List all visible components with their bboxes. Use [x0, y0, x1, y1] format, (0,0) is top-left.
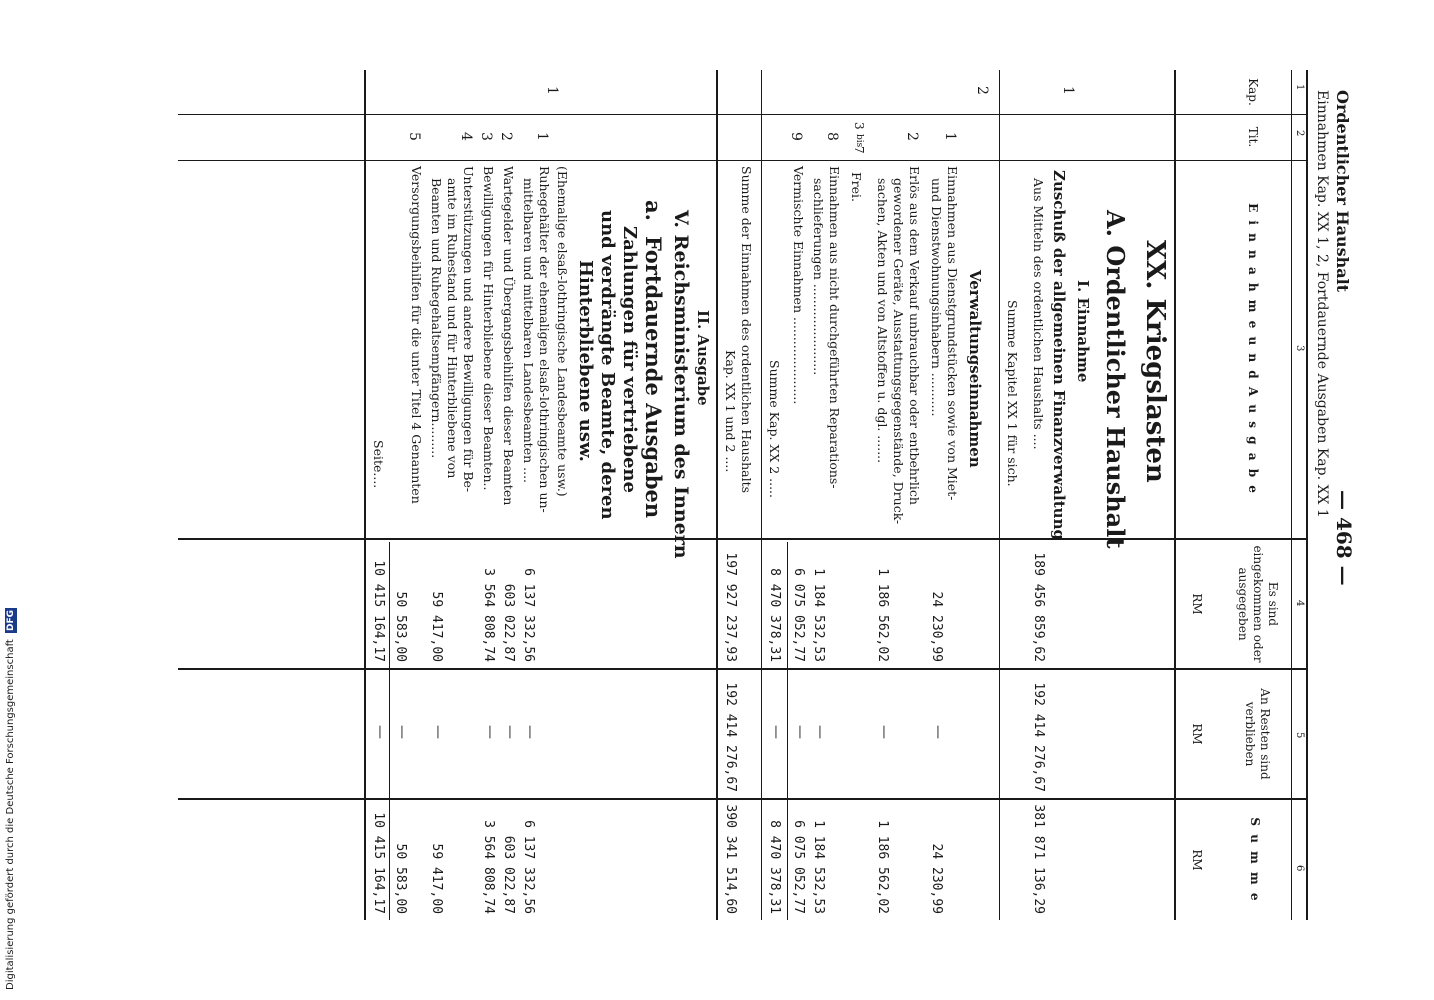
col4-header: Es sind eingekommen oder ausgegeben [1236, 545, 1280, 663]
a4-line1: Unterstützungen und andere Bewilligungen für Be- [461, 166, 476, 493]
einnahme-heading: I. Einnahme [1074, 280, 1092, 383]
fortdauernd-line4: Hinterbliebene usw. [575, 260, 596, 462]
col5-header: An Resten sind verblieben [1243, 688, 1272, 780]
col-number-3: 3 [1294, 345, 1305, 352]
col6-unit: RM [1190, 849, 1204, 871]
rule-einnahme-end [716, 70, 718, 920]
zuschuss-title: Zuschuß der allgemeinen Finanzverwaltung [1050, 170, 1068, 540]
summe-kap2-c4: 8 470 378,31 [767, 568, 782, 662]
col-number-5: 5 [1294, 732, 1305, 739]
fortdauernd-title: Fortdauernde Ausgaben [641, 236, 666, 519]
chapter-title: XX. Kriegslasten [1140, 240, 1170, 483]
rule-kap2-end [761, 70, 762, 920]
fortdauernd-line3: und verdrängte Beamte, deren [597, 210, 618, 520]
col-einnahme-header: E i n n a h m e u n d A u s g a b e [1246, 203, 1260, 495]
digitization-text: Digitalisierung gefördert durch die Deutsche Forschungsgemeinschaft [5, 639, 16, 990]
zuschuss-c5: 192 414 276,67 [1031, 682, 1046, 792]
digitization-note [5, 608, 17, 990]
r3-text: Frei. [849, 172, 864, 203]
tit-9: 9 [788, 132, 804, 141]
r1-c5: — [930, 725, 946, 739]
r8-c6: 1 184 532,53 [811, 820, 826, 914]
a2-c6: 603 022,87 [501, 835, 516, 914]
tit-3: 3 [852, 122, 866, 130]
a4-c4: 59 417,00 [429, 591, 444, 662]
fortdauernd-line2: Zahlungen für vertriebene [619, 226, 640, 493]
r9-c4: 6 075 052,77 [791, 568, 806, 662]
seite-label: Seite.... [371, 440, 386, 489]
a4-line2: amte im Ruhestand und für Hinterbliebene von [445, 178, 460, 479]
a3-c4: 3 564 808,74 [481, 568, 496, 662]
a5-c6: 50 583,00 [393, 843, 408, 914]
a4-tit: 4 [458, 132, 474, 141]
a1-c6: 6 137 332,56 [521, 820, 536, 914]
a2-line1: Wartegelder und Übergangsbeihilfen dieser Beamten [501, 166, 516, 506]
tit-8: 8 [824, 132, 840, 141]
rule-sum-kap2 [787, 542, 788, 920]
summe-ord-c4: 197 927 237,93 [723, 552, 738, 662]
a3-c6: 3 564 808,74 [481, 820, 496, 914]
summe-ord-line2: Kap. XX 1 und 2 .... [723, 350, 738, 473]
vrule-kap [178, 114, 1308, 115]
col-tit-header: Tit. [1246, 126, 1260, 148]
col-number-4: 4 [1294, 600, 1305, 607]
r9-line1: Vermischte Einnahmen ...................... [791, 166, 806, 405]
zuschuss-text: Aus Mitteln des ordentlichen Haushalts .... [1031, 178, 1046, 450]
a5-c4: 50 583,00 [393, 591, 408, 662]
tit-bis: bis [854, 134, 864, 148]
r2-line3: sachen, Akten und von Altstoffen u. dgl. ....... [875, 178, 890, 464]
col-kap-header: Kap. [1246, 78, 1260, 106]
r8-c4: 1 184 532,53 [811, 568, 826, 662]
ausgabe-heading: II. Ausgabe [694, 310, 712, 406]
r9-c6: 6 075 052,77 [791, 820, 806, 914]
col-number-2: 2 [1294, 130, 1305, 137]
r8-line1: Einnahmen aus nicht durchgeführten Reparations- [827, 166, 842, 489]
reichsmin-heading: V. Reichsministerium des Innern [670, 210, 692, 559]
r2-c6: 1 186 562,02 [875, 820, 890, 914]
vrule-col4 [178, 668, 1308, 670]
r1-c6: 24 230,99 [929, 843, 944, 914]
a4-line3: Beamten und Ruhegehaltsempfängern......... [429, 178, 444, 459]
r2-c5: — [876, 725, 892, 739]
col6-header: S u m m e [1248, 817, 1262, 903]
a4-c6: 59 417,00 [429, 843, 444, 914]
verwaltung-heading: Verwaltungseinnahmen [966, 270, 984, 468]
kap-2: 2 [974, 86, 990, 95]
document-page [120, 60, 1360, 960]
a1-c4: 6 137 332,56 [521, 568, 536, 662]
rule-top [1306, 70, 1308, 920]
summe-kap2-c5: — [768, 725, 784, 739]
seite-c6: 10 415 164,17 [371, 812, 386, 914]
rule-seite [389, 542, 390, 920]
summe-ord-line1: Summe der Einnahmen des ordentlichen Haushalts [739, 166, 754, 494]
rule-kap1-end [999, 70, 1000, 920]
col-number-1: 1 [1294, 84, 1305, 91]
vrule-tit [178, 160, 1308, 161]
a2-c4: 603 022,87 [501, 583, 516, 662]
ehemalige-note: (Ehemalige elsaß-lothringische Landesbeamte usw.) [555, 166, 570, 497]
r1-c4: 24 230,99 [929, 591, 944, 662]
seite-c4: 10 415 164,17 [371, 560, 386, 662]
r9-c5: — [792, 725, 808, 739]
summe-kap1: Summe Kapitel XX 1 für sich. [1005, 300, 1020, 487]
tit-1: 1 [942, 132, 958, 141]
a5-line1: Versorgungsbeihilfen für die unter Titel 4 Genannten [409, 166, 424, 504]
r1-line2: und Dienstwohnungsinhabern ........... [929, 178, 944, 417]
a1-c5: — [522, 725, 538, 739]
r8-c5: — [812, 725, 828, 739]
a3-tit: 3 [478, 132, 494, 141]
rule-bottom [364, 70, 366, 920]
a3-c5: — [482, 725, 498, 739]
col-number-6: 6 [1294, 865, 1305, 872]
a2-c5: — [502, 725, 518, 739]
kap-1: 1 [1060, 86, 1076, 95]
tit-2: 2 [904, 132, 920, 141]
zuschuss-c4: 189 456 859,62 [1031, 552, 1046, 662]
header-title: Ordentlicher Haushalt [1333, 90, 1352, 293]
r2-c4: 1 186 562,02 [875, 568, 890, 662]
summe-ord-c5: 192 414 276,67 [723, 682, 738, 792]
summe-ord-c6: 390 341 514,60 [723, 804, 738, 914]
header-subtitle: Einnahmen Kap. XX 1, 2, Fortdauernde Ausgaben Kap. XX 1 [1314, 90, 1330, 518]
dfg-logo: DFG [6, 609, 16, 631]
seite-c5: — [372, 725, 388, 739]
col4-unit: RM [1190, 593, 1204, 615]
a5-tit: 5 [406, 132, 422, 141]
summe-kap2-c6: 8 470 378,31 [767, 820, 782, 914]
a4-c5: — [430, 725, 446, 739]
rule-head-bottom [1174, 70, 1176, 920]
fortdauernd-a: a. [641, 200, 666, 221]
r2-line1: Erlös aus dem Verkauf unbrauchbar oder entbehrlich [907, 166, 922, 505]
col5-unit: RM [1190, 723, 1204, 745]
summe-kap2: Summe Kap. XX 2 ..... [767, 360, 782, 498]
a1-line1: Ruhegehälter der ehemaligen elsaß-lothringischen un- [537, 166, 552, 513]
a5-c5: — [394, 725, 410, 739]
vrule-text [178, 538, 1308, 540]
r1-line1: Einnahmen aus Dienstgrundstücken sowie von Miet- [945, 166, 960, 501]
part-title: A. Ordentlicher Haushalt [1101, 210, 1130, 549]
vrule-col5 [178, 798, 1308, 800]
zuschuss-c6: 381 871 136,29 [1031, 804, 1046, 914]
page-number: — 468 — [1332, 490, 1356, 586]
tit-7: 7 [852, 146, 866, 154]
r2-line2: gewordener Geräte, Ausstattungsgegenstände, Druck- [891, 178, 906, 525]
rule-colnums [1291, 70, 1292, 920]
r8-line2: sachlieferungen ....................... [811, 178, 826, 376]
a1-line2: mittelbaren und mittelbaren Landesbeamten .... [521, 178, 536, 484]
kap-1b: 1 [544, 86, 560, 95]
a3-line1: Bewilligungen für Hinterbliebene dieser Beamten.. [481, 166, 496, 491]
a2-tit: 2 [498, 132, 514, 141]
a1-tit: 1 [534, 132, 550, 141]
